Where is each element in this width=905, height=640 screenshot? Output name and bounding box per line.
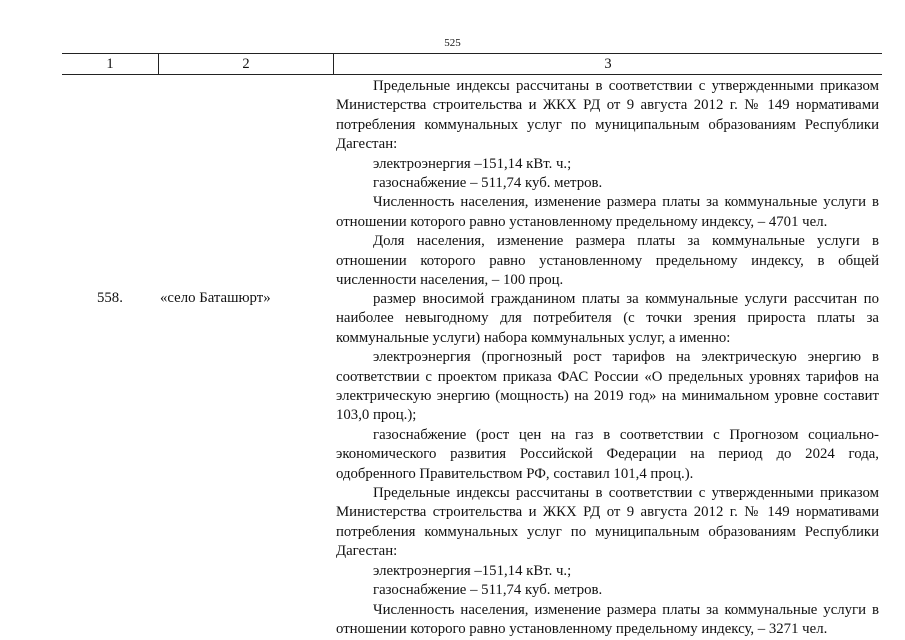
row-number: 558. <box>97 290 123 306</box>
paragraph: газоснабжение – 511,74 куб. метров. <box>373 582 603 599</box>
paragraph: Предельные индексы рассчитаны в соответствии с утвержденными приказом Министерства строительства и ЖКХ РД от 9 августа 2012 г. № 149 нормативами потребления коммунальных услуг по муниципальным образованиям Республики Дагестан: <box>336 485 879 560</box>
page-number: 525 <box>444 37 461 49</box>
column-header-2: 2 <box>158 54 334 74</box>
paragraph: электроэнергия –151,14 кВт. ч.; <box>373 155 572 172</box>
paragraph: газоснабжение (рост цен на газ в соответствии с Прогнозом социально-экономического развития Российской Федерации на период до 2024 года, одобренного Правительством РФ, составил 101,4 проц.). <box>336 426 879 482</box>
paragraph: размер вносимой гражданином платы за коммунальные услуги рассчитан по наиболее невыгодному для потребителя (с точки зрения прироста платы за коммунальные услуги) набора коммунальных услуг, а именно: <box>336 291 879 346</box>
continuation-text <box>336 77 879 290</box>
table-header <box>62 53 882 75</box>
column-header-1: 1 <box>106 56 114 72</box>
paragraph: Численность населения, изменение размера платы за коммунальные услуги в отношении которого равно установленному предельному индексу, – 4701 чел. <box>336 194 879 230</box>
row-name: «село Баташюрт» <box>160 290 271 306</box>
paragraph: электроэнергия (прогнозный рост тарифов на электрическую энергию в соответствии с проектом приказа ФАС России «О предельных уровнях тарифов на электрическую энергию (мощность) на 2019 год» на минимальном уровне составит 103,0 проц.); <box>336 349 879 424</box>
paragraph: Предельные индексы рассчитаны в соответствии с утвержденными приказом Министерства строительства и ЖКХ РД от 9 августа 2012 г. № 149 нормативами потребления коммунальных услуг по муниципальным образованиям Республики Дагестан: <box>336 78 879 153</box>
column-header-3: 3 <box>604 56 612 72</box>
paragraph: электроэнергия –151,14 кВт. ч.; <box>373 562 572 579</box>
paragraph: Доля населения, изменение размера платы за коммунальные услуги в отношении которого равно установленному предельному индексу, в общей численности населения, – 100 проц. <box>336 233 879 289</box>
row-text <box>336 290 879 639</box>
paragraph: Численность населения, изменение размера платы за коммунальные услуги в отношении которого равно установленному предельному индексу, – 3271 чел. <box>336 601 879 637</box>
paragraph: газоснабжение – 511,74 куб. метров. <box>373 175 603 192</box>
